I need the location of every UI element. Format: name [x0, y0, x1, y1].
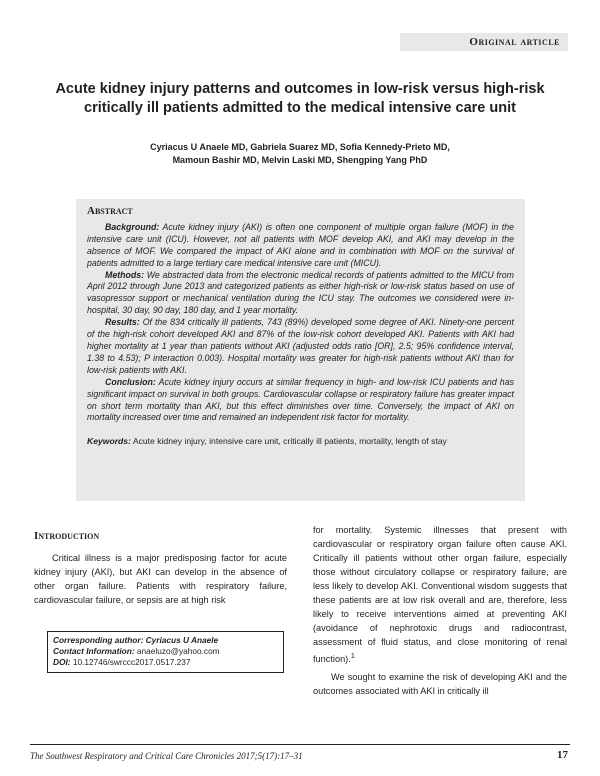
reference-superscript[interactable]: 1 — [350, 651, 356, 660]
abstract-methods — [87, 270, 514, 318]
abstract-results — [87, 317, 514, 377]
contact-email[interactable]: anaeluzo@yahoo.com — [136, 646, 220, 656]
corresponding-author-label: Corresponding author: — [53, 635, 144, 645]
abstract-background — [87, 222, 514, 270]
abstract-results-label: Results: — [105, 317, 140, 328]
contact-label: Contact Information: — [53, 646, 135, 656]
abstract-conclusion — [87, 377, 514, 425]
abstract-methods-label: Methods: — [105, 269, 145, 280]
doi-label: DOI: — [53, 657, 71, 667]
abstract-methods-text: We abstracted data from the electronic medical records of patients admitted to the MICU from April 2012 through June 2013 and categorized patients as either high-risk or low-risk status based on use of vasopressor support or mechanical ventilation during the ICU stay. The outcomes we considered were in-hospital, 30 day, 90 day, 180 day, and 1 year mortality. — [87, 269, 514, 316]
body-paragraph: We sought to examine the risk of developing AKI and the outcomes associated with AKI in critically ill — [313, 672, 567, 697]
corresponding-author — [53, 635, 278, 646]
page-number: 17 — [557, 749, 568, 761]
contact-information — [53, 646, 278, 657]
author-list — [60, 141, 540, 167]
body-paragraph-text: for mortality. Systemic illnesses that present with cardiovascular or respiratory organ failure often cause AKI. Critically ill patients without other organ failure, especially those without circulatory collapse or respiratory failure, are less likely to develop AKI. Conventional wisdom suggests that these patients are at low risk overall and are, therefore, less likely to receive interventions aimed at preventing AKI (avoidance of nephrotoxic drugs and radiocontrast, assessment of fluid status, and close monitoring of renal function). — [313, 525, 567, 665]
abstract-background-label: Background: — [105, 221, 160, 232]
footer-rule — [30, 744, 570, 745]
abstract-box — [76, 199, 525, 501]
abstract-conclusion-text: Acute kidney injury occurs at similar frequency in high- and low-risk ICU patients and has significant impact on survival in both groups. Cardiovascular collapse or respiratory failure has greater impact on short term mortality than AKI, but this effect diminishes over time. Conversely, the impact of AKI on mortality increased over time and remained an independent risk factor for mortality. — [87, 376, 514, 423]
abstract-background-text: Acute kidney injury (AKI) is often one component of multiple organ failure (MOF) in the intensive care unit (ICU). However, not all patients with MOF develop AKI, and AKI may develop in the absence of MOF. We compared the impact of AKI alone and in combination with MOF on the survival of patients admitted to a large tertiary care medical intensive care unit (MICU). — [87, 221, 514, 268]
abstract-conclusion-label: Conclusion: — [105, 376, 156, 387]
author-line: Mamoun Bashir MD, Melvin Laski MD, Shengping Yang PhD — [172, 155, 428, 165]
correspondence-box — [47, 631, 284, 673]
right-column — [313, 523, 567, 698]
keywords-text: Acute kidney injury, intensive care unit, critically ill patients, mortality, length of stay — [132, 436, 447, 447]
keywords — [87, 436, 514, 448]
introduction-heading: Introduction — [34, 530, 100, 542]
left-column — [34, 530, 287, 607]
abstract-heading: Abstract — [87, 205, 133, 217]
doi — [53, 657, 278, 668]
corresponding-author-name: Cyriacus U Anaele — [145, 635, 219, 645]
body-paragraph — [313, 523, 567, 666]
introduction-paragraph: Critical illness is a major predisposing factor for acute kidney injury (AKI), but AKI can develop in the absence of other organ failure. Patients with respiratory failure, cardiovascular failure, or sepsis are at high risk — [34, 553, 287, 605]
author-line: Cyriacus U Anaele MD, Gabriela Suarez MD, Sofia Kennedy-Prieto MD, — [150, 142, 450, 152]
abstract-results-text: Of the 834 critically ill patients, 743 (89%) developed some degree of AKI. Ninety-one percent of the high-risk cohort developed AKI and 87% of the low-risk cohort developed AKI. Patients with AKI had higher mortality at 1 year than patients without AKI (adjusted odds ratio [OR], 2.5; 95% confidence interval, 1.38 to 4.53); P interaction 0.003). Hospital mortality was greater for high-risk patients without AKI than for low-risk patients with AKI. — [87, 317, 514, 375]
keywords-label: Keywords: — [87, 436, 131, 447]
article-title: Acute kidney injury patterns and outcomes in low-risk versus high-risk critically ill patients admitted to the medical intensive care unit — [55, 81, 545, 116]
doi-value[interactable]: 10.12746/swrccc2017.0517.237 — [72, 657, 191, 667]
journal-citation: The Southwest Respiratory and Critical Care Chronicles 2017;5(17):17–31 — [30, 751, 303, 761]
article-type-tag: Original article — [400, 33, 568, 51]
